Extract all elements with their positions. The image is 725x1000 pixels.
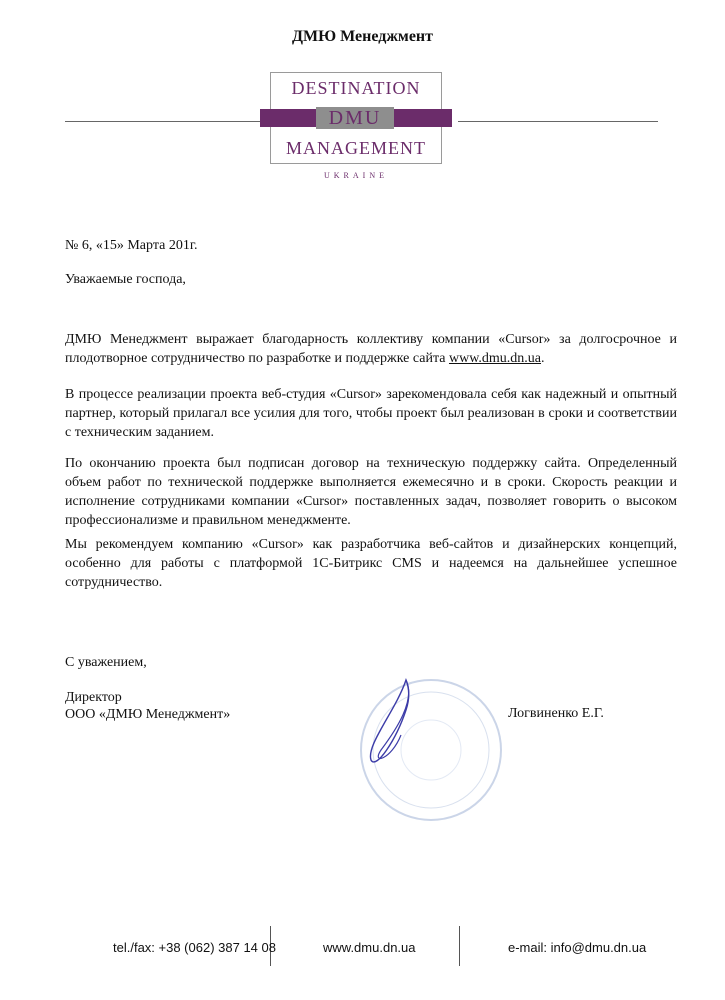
signer-position: Директор: [65, 690, 122, 705]
paragraph-2: В процессе реализации проекта веб-студия «Cursor» зарекомендовала себя как надежный и опытный партнер, который прилагал все усилия для того, чтобы проект был реализован в сроки и соответствии с техническим заданием.: [65, 387, 677, 440]
footer-phone: tel./fax: +38 (062) 387 14 08: [113, 940, 276, 955]
header-rule-left: [65, 121, 265, 122]
closing-phrase: С уважением,: [65, 655, 147, 670]
paragraph-1: [65, 330, 677, 368]
footer: [0, 936, 725, 966]
paragraph-1-text: ДМЮ Менеджмент выражает благодарность коллективу компании «Cursor» за долгосрочное и плодотворное сотрудничество по разработке и поддержке сайта: [65, 332, 677, 366]
letter-reference: № 6, «15» Марта 201г.: [65, 238, 198, 253]
logo-line-bottom: MANAGEMENT: [286, 138, 426, 158]
footer-email[interactable]: e-mail: info@dmu.dn.ua: [508, 940, 647, 955]
website-link[interactable]: www.dmu.dn.ua: [448, 351, 542, 366]
footer-website[interactable]: www.dmu.dn.ua: [323, 940, 416, 955]
signer-organization: ООО «ДМЮ Менеджмент»: [65, 707, 231, 722]
logo-subtitle: UKRAINE: [324, 171, 388, 180]
letter-greeting: Уважаемые господа,: [65, 272, 186, 287]
signer-name: Логвиненко Е.Г.: [508, 706, 604, 721]
company-title: ДМЮ Менеджмент: [292, 28, 433, 45]
logo-line-mid: DMU: [316, 107, 394, 129]
paragraph-4: Мы рекомендуем компанию «Cursor» как разработчика веб-сайтов и дизайнерских концепций, особенно для работы с платформой 1С-Битрикс CMS и надеемся на дальнейшее успешное сотрудничество.: [65, 537, 677, 590]
header-rule-right: [458, 121, 658, 122]
paragraph-3: По окончанию проекта был подписан договор на техническую поддержку сайта. Определенный объем работ по технической поддержке выполняется ежемесячно и в сроки. Скорость реакции и исполнение сотрудниками компании «Cursor» поставленных задач, позволяет говорить о высоком профессионализме и правильном менеджменте.: [65, 456, 677, 528]
logo-line-top: DESTINATION: [291, 78, 421, 98]
paragraph-1-end: .: [541, 351, 545, 366]
company-seal-stamp: [336, 650, 516, 830]
